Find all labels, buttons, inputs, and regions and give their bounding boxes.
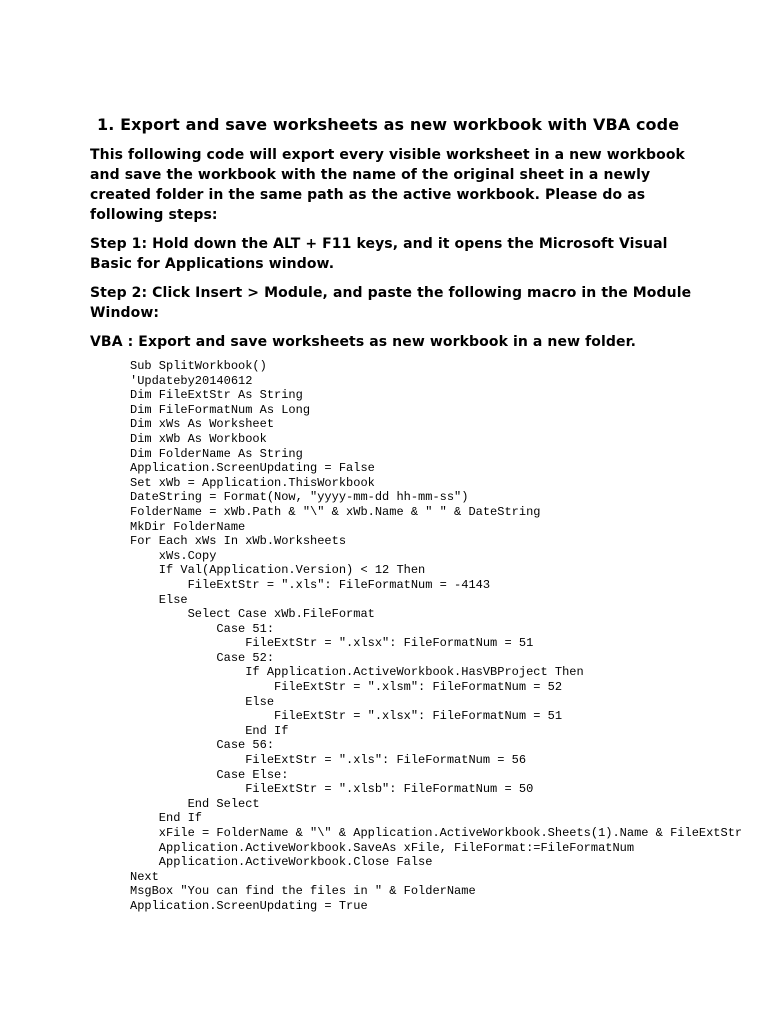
code-line: Application.ActiveWorkbook.Close False: [130, 855, 433, 870]
code-line: Dim FileFormatNum As Long: [130, 402, 311, 417]
code-line: Dim xWs As Worksheet: [130, 417, 275, 432]
intro-line: This following code will export every visible worksheet in a new workbook: [90, 147, 685, 163]
code-line: If Application.ActiveWorkbook.HasVBProject Then: [130, 665, 584, 680]
code-line: Dim xWb As Workbook: [130, 431, 267, 446]
section-heading: 1. Export and save worksheets as new workbook with VBA code: [97, 115, 680, 134]
code-line: MkDir FolderName: [130, 519, 246, 534]
step-1-line: Step 1: Hold down the ALT + F11 keys, and it opens the Microsoft Visual: [90, 236, 668, 252]
vba-caption: VBA : Export and save worksheets as new workbook in a new folder.: [90, 334, 637, 350]
code-line: FileExtStr = ".xls": FileFormatNum = -4143: [130, 577, 491, 592]
code-line: FileExtStr = ".xlsx": FileFormatNum = 51: [130, 636, 534, 651]
code-line: Dim FolderName As String: [130, 446, 303, 461]
code-line: FileExtStr = ".xlsx": FileFormatNum = 51: [130, 709, 563, 724]
step-2-paragraph: [90, 283, 690, 323]
code-line: Next: [130, 869, 159, 884]
code-line: End If: [130, 723, 289, 738]
intro-line: following steps:: [90, 207, 218, 223]
intro-paragraph: [90, 145, 690, 225]
code-line: If Val(Application.Version) < 12 Then: [130, 563, 426, 578]
code-line: Set xWb = Application.ThisWorkbook: [130, 475, 375, 490]
step-2-line: Step 2: Click Insert > Module, and paste the following macro in the Module: [90, 285, 692, 301]
code-line: End If: [130, 811, 203, 826]
code-line: Else: [130, 694, 275, 709]
code-line: FileExtStr = ".xls": FileFormatNum = 56: [130, 753, 527, 768]
code-line: Else: [130, 592, 188, 607]
code-line: xFile = FolderName & "\" & Application.ActiveWorkbook.Sheets(1).Name & FileExtStr: [130, 826, 743, 840]
step-2-line: Window:: [90, 305, 160, 321]
code-line: Case 52:: [130, 650, 275, 665]
code-line: For Each xWs In xWb.Worksheets: [130, 534, 347, 549]
intro-line: and save the workbook with the name of the original sheet in a newly: [90, 167, 651, 183]
step-1-paragraph: [90, 234, 690, 274]
code-line: Dim FileExtStr As String: [130, 388, 303, 403]
code-line: xWs.Copy: [130, 548, 217, 563]
step-1-line: Basic for Applications window.: [90, 256, 335, 272]
code-line: FileExtStr = ".xlsm": FileFormatNum = 52: [130, 680, 563, 695]
code-line: FolderName = xWb.Path & "\" & xWb.Name & " " & DateString: [130, 504, 541, 519]
code-line: Sub SplitWorkbook(): [130, 359, 267, 373]
code-line: Case 56:: [130, 738, 275, 753]
code-line: MsgBox "You can find the files in " & FolderName: [130, 884, 476, 899]
code-line: End Select: [130, 796, 260, 811]
code-line: Application.ScreenUpdating = False: [130, 461, 375, 476]
code-line: Case Else:: [130, 767, 289, 782]
intro-line: created folder in the same path as the active workbook. Please do as: [90, 187, 646, 203]
code-line: Case 51:: [130, 621, 275, 636]
code-line: 'Updateby20140612: [130, 373, 253, 388]
code-line: FileExtStr = ".xlsb": FileFormatNum = 50: [130, 782, 534, 797]
code-line: Select Case xWb.FileFormat: [130, 607, 375, 622]
vba-code-block: [130, 359, 742, 914]
code-line: Application.ScreenUpdating = True: [130, 898, 368, 913]
code-line: DateString = Format(Now, "yyyy-mm-dd hh-mm-ss"): [130, 490, 469, 505]
code-line: Application.ActiveWorkbook.SaveAs xFile, FileFormat:=FileFormatNum: [130, 840, 635, 855]
